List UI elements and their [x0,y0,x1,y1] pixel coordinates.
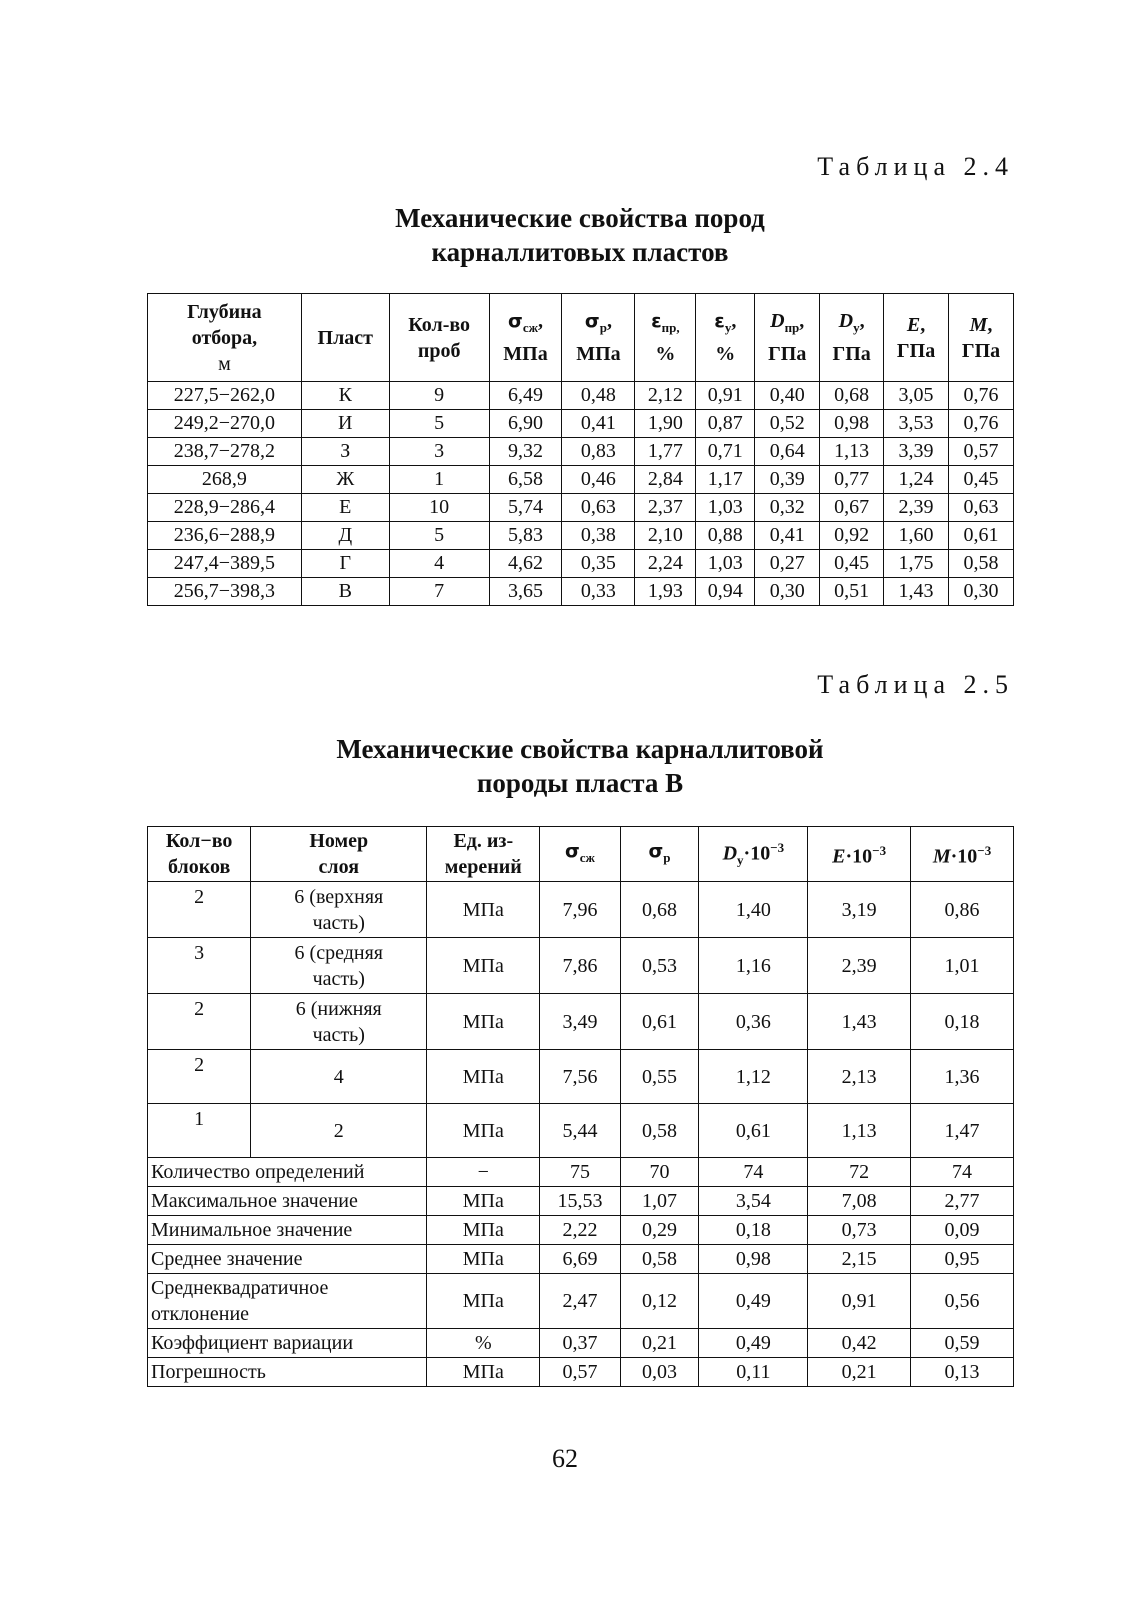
table-cell: 1,24 [884,466,949,494]
table-cell: 0,30 [949,578,1014,606]
table-cell: 2,39 [808,938,911,994]
stat-row [148,1274,1014,1329]
table-row [148,1050,1014,1104]
table-cell: 1,60 [884,522,949,550]
layer-b-properties-table [147,826,1014,1387]
table-cell: 0,76 [949,410,1014,438]
table-cell: 5 [389,410,489,438]
table-cell: МПа [427,1216,540,1245]
table-cell: 0,52 [755,410,820,438]
table-cell: 1,77 [635,438,696,466]
table-row [148,938,1014,994]
table-cell: 0,49 [699,1329,808,1358]
table-cell: 0,13 [911,1358,1014,1387]
table-row [148,382,1014,410]
table-cell: 238,7−278,2 [148,438,302,466]
table-cell: 0,46 [562,466,635,494]
table-cell: В [301,578,389,606]
table-cell: 72 [808,1158,911,1187]
table-cell: 0,94 [696,578,755,606]
table-cell: 7,08 [808,1187,911,1216]
table-cell: 3,54 [699,1187,808,1216]
title-line: карналлитовых пластов [431,237,729,267]
table-cell: 0,67 [820,494,884,522]
table-cell: 1,47 [911,1104,1014,1158]
header-m-modulus: M, ГПа [949,294,1014,382]
stat-label: Коэффициент вариации [148,1329,427,1358]
table-2-5-caption: Таблица 2.5 [817,670,1014,699]
table-cell: 0,71 [696,438,755,466]
table-2-4-title [0,201,1130,269]
table-cell: 0,18 [911,994,1014,1050]
table-row [148,994,1014,1050]
header-ultimate-strain: $\varepsilon_{пр,}$ % [635,294,696,382]
table-cell: 1,12 [699,1050,808,1104]
table-cell: 228,9−286,4 [148,494,302,522]
table-cell: 227,5−262,0 [148,382,302,410]
header-layer: Пласт [301,294,389,382]
header-tensile-strength: $\sigma_р$ [620,827,699,882]
table-cell: 0,42 [808,1329,911,1358]
table-cell: 1 [148,1104,251,1158]
table-cell: 3,19 [808,882,911,938]
table-cell: 7 [389,578,489,606]
table-row [148,494,1014,522]
table-cell: 0,76 [949,382,1014,410]
header-compressive-strength: $\sigma_{сж}$ [540,827,620,882]
table-cell: 0,63 [562,494,635,522]
table-cell: 0,35 [562,550,635,578]
table-cell: 0,91 [808,1274,911,1329]
table-cell: 0,58 [949,550,1014,578]
table-cell: МПа [427,1050,540,1104]
table-row [148,550,1014,578]
table-cell: 1,17 [696,466,755,494]
page-number: 62 [552,1444,578,1473]
table-cell: 2 [251,1104,427,1158]
table-cell: 0,45 [949,466,1014,494]
table-cell: 1,13 [820,438,884,466]
table-cell: 0,91 [696,382,755,410]
table-cell: 0,58 [620,1245,699,1274]
header-block-count: Кол−во блоков [148,827,251,882]
table-cell: 0,61 [949,522,1014,550]
table-cell: 3,05 [884,382,949,410]
table-cell: 3,49 [540,994,620,1050]
stat-label: Среднее значение [148,1245,427,1274]
table-cell: 0,68 [620,882,699,938]
table-cell: И [301,410,389,438]
table-cell: 0,73 [808,1216,911,1245]
table-cell: 2 [148,882,251,938]
table-cell: 7,86 [540,938,620,994]
table-cell: 1,03 [696,494,755,522]
table-cell: 236,6−288,9 [148,522,302,550]
table-cell: 3 [148,938,251,994]
table-cell: 0,18 [699,1216,808,1245]
table-cell: 0,48 [562,382,635,410]
table-cell: 0,30 [755,578,820,606]
table-cell: 1,90 [635,410,696,438]
table-cell: Ж [301,466,389,494]
table-cell: 6,90 [489,410,562,438]
table-cell: 0,88 [696,522,755,550]
table-row [148,578,1014,606]
header-e-modulus: E, ГПа [884,294,949,382]
table-cell: 256,7−398,3 [148,578,302,606]
table-cell: МПа [427,1358,540,1387]
table-row [148,882,1014,938]
table-cell: 9,32 [489,438,562,466]
table-cell: 0,41 [755,522,820,550]
table-row [148,438,1014,466]
table-cell: 0,21 [808,1358,911,1387]
table-cell: 1,01 [911,938,1014,994]
table-cell: 1,75 [884,550,949,578]
table-cell: 2,77 [911,1187,1014,1216]
table-cell: 2,39 [884,494,949,522]
table-row [148,410,1014,438]
table-cell: 0,11 [699,1358,808,1387]
table-cell: 2 [148,1050,251,1104]
table-cell: 3,65 [489,578,562,606]
table-cell: 0,56 [911,1274,1014,1329]
table-2-5-title [0,732,1130,800]
table-row [148,522,1014,550]
table-cell: 5,44 [540,1104,620,1158]
table-cell: 0,27 [755,550,820,578]
header-e-modulus: $E\cdot 10^{-3}$ [808,827,911,882]
table-2-4-caption: Таблица 2.4 [817,152,1014,181]
table-cell: 0,57 [949,438,1014,466]
table-cell: 7,56 [540,1050,620,1104]
stat-row [148,1329,1014,1358]
stat-label: Минимальное значение [148,1216,427,1245]
stat-row [148,1158,1014,1187]
table-cell: 0,55 [620,1050,699,1104]
table-cell: 5 [389,522,489,550]
table-cell: 1,40 [699,882,808,938]
table-cell: 2,10 [635,522,696,550]
stat-label: Среднеквадратичное отклонение [148,1274,427,1329]
table-cell: 4,62 [489,550,562,578]
table-cell: 0,95 [911,1245,1014,1274]
table-cell: 0,83 [562,438,635,466]
table-cell: МПа [427,1187,540,1216]
table-cell: МПа [427,1245,540,1274]
table-cell: 0,09 [911,1216,1014,1245]
table-cell: 74 [699,1158,808,1187]
table-cell: 0,38 [562,522,635,550]
table-cell: 1,43 [884,578,949,606]
stat-label: Максимальное значение [148,1187,427,1216]
table-cell: 6 (нижняя часть) [251,994,427,1050]
table-cell: 0,32 [755,494,820,522]
table-cell: 1,93 [635,578,696,606]
table-cell: 0,21 [620,1329,699,1358]
table-cell: 2,15 [808,1245,911,1274]
mechanical-properties-table [147,293,1014,606]
header-layer-number: Номер слоя [251,827,427,882]
table-row [148,1104,1014,1158]
table-cell: 0,77 [820,466,884,494]
table-cell: 0,12 [620,1274,699,1329]
stat-row [148,1358,1014,1387]
header-d-pr: $D_{пр}$, ГПа [755,294,820,382]
header-d-y: $D_у\cdot 10^{-3}$ [699,827,808,882]
table-cell: 6,49 [489,382,562,410]
table-cell: Г [301,550,389,578]
table-cell: МПа [427,1274,540,1329]
table-cell: 0,87 [696,410,755,438]
table-cell: 0,37 [540,1329,620,1358]
table-cell: 2,24 [635,550,696,578]
table-cell: 1,43 [808,994,911,1050]
header-tensile-strength: $\sigma_р$, МПа [562,294,635,382]
table-cell: З [301,438,389,466]
stat-label: Количество определений [148,1158,427,1187]
table-cell: 268,9 [148,466,302,494]
table-cell: 0,92 [820,522,884,550]
table-cell: 5,74 [489,494,562,522]
table-cell: 75 [540,1158,620,1187]
table-cell: МПа [427,1104,540,1158]
header-depth: Глубина отбора, м [148,294,302,382]
table-cell: 74 [911,1158,1014,1187]
table-cell: 2,84 [635,466,696,494]
table-cell: 1,16 [699,938,808,994]
table-cell: 249,2−270,0 [148,410,302,438]
table-cell: 3,53 [884,410,949,438]
table-cell: МПа [427,882,540,938]
table-cell: 70 [620,1158,699,1187]
table-cell: 1,03 [696,550,755,578]
table-cell: 10 [389,494,489,522]
table-cell: 2,13 [808,1050,911,1104]
table-cell: 1,36 [911,1050,1014,1104]
title-line: породы пласта В [476,768,684,798]
table-cell: 7,96 [540,882,620,938]
table-cell: 0,40 [755,382,820,410]
stat-row [148,1216,1014,1245]
table-cell: 2,37 [635,494,696,522]
table-cell: Д [301,522,389,550]
header-elastic-strain: $\varepsilon_у$, % [696,294,755,382]
table-cell: 6,69 [540,1245,620,1274]
table-cell: 1,07 [620,1187,699,1216]
table-cell: К [301,382,389,410]
table-cell: 6,58 [489,466,562,494]
table-cell: % [427,1329,540,1358]
header-m-modulus: $M\cdot 10^{-3}$ [911,827,1014,882]
table-cell: 247,4−389,5 [148,550,302,578]
table-cell: 0,29 [620,1216,699,1245]
table-cell: 0,64 [755,438,820,466]
header-units: Ед. из- мерений [427,827,540,882]
table-cell: 2 [148,994,251,1050]
table-cell: 0,39 [755,466,820,494]
table-cell: 0,57 [540,1358,620,1387]
table-cell: 0,33 [562,578,635,606]
table-cell: 0,86 [911,882,1014,938]
table-cell: 0,61 [699,1104,808,1158]
stat-row [148,1187,1014,1216]
table-cell: 0,36 [699,994,808,1050]
table-cell: 4 [389,550,489,578]
table-cell: МПа [427,994,540,1050]
table-cell: 0,68 [820,382,884,410]
table-cell: 0,45 [820,550,884,578]
table-cell: 0,98 [820,410,884,438]
table-cell: 6 (средняя часть) [251,938,427,994]
table-cell: 0,49 [699,1274,808,1329]
table-cell: 3 [389,438,489,466]
table-cell: 6 (верхняя часть) [251,882,427,938]
table-cell: 4 [251,1050,427,1104]
table-cell: 0,98 [699,1245,808,1274]
header-d-y: $D_у$, ГПа [820,294,884,382]
table-cell: 5,83 [489,522,562,550]
table-cell: 0,59 [911,1329,1014,1358]
table-cell: 1 [389,466,489,494]
table-cell: Е [301,494,389,522]
table-cell: 0,53 [620,938,699,994]
table-cell: 2,22 [540,1216,620,1245]
table-cell: 1,13 [808,1104,911,1158]
title-line: Механические свойства пород [395,203,765,233]
table-cell: − [427,1158,540,1187]
table-cell: МПа [427,938,540,994]
table-cell: 0,41 [562,410,635,438]
table-cell: 2,12 [635,382,696,410]
table-cell: 3,39 [884,438,949,466]
table-cell: 0,51 [820,578,884,606]
table-cell: 0,58 [620,1104,699,1158]
stat-label: Погрешность [148,1358,427,1387]
table-cell: 0,63 [949,494,1014,522]
stat-row [148,1245,1014,1274]
table-cell: 15,53 [540,1187,620,1216]
table-cell: 9 [389,382,489,410]
header-sample-count: Кол-во проб [389,294,489,382]
table-row [148,466,1014,494]
header-compressive-strength: $\sigma_{сж}$, МПа [489,294,562,382]
table-cell: 0,61 [620,994,699,1050]
table-cell: 0,03 [620,1358,699,1387]
title-line: Механические свойства карналлитовой [336,734,824,764]
table-cell: 2,47 [540,1274,620,1329]
